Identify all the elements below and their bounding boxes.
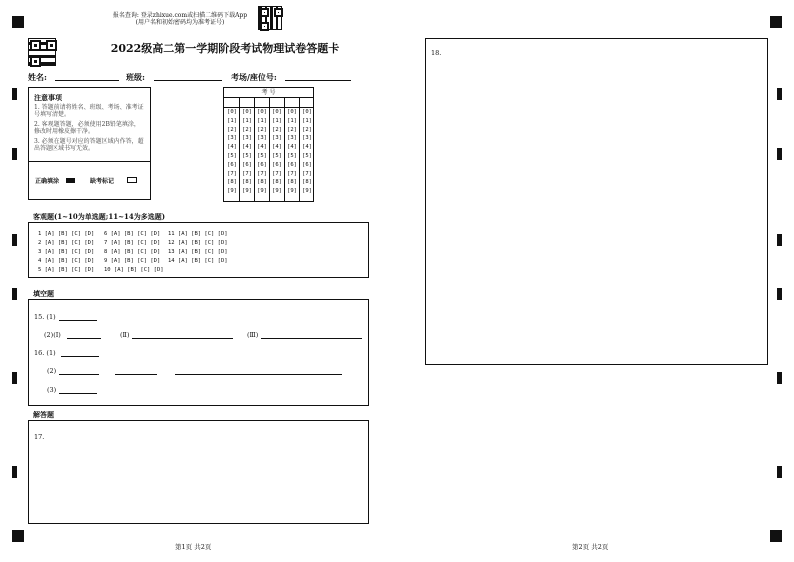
exam-number-digit-bubble[interactable]: [5] [287, 152, 297, 159]
exam-number-digit-bubble[interactable]: [6] [257, 161, 267, 168]
timing-mark [777, 288, 782, 300]
class-label: 班级: [126, 72, 145, 82]
q16-part3-blank[interactable] [59, 393, 97, 394]
q16-part3-label: (3) [47, 386, 57, 394]
exam-number-digit-bubble[interactable]: [3] [272, 135, 282, 142]
exam-number-column[interactable] [285, 108, 299, 196]
exam-number-digit-bubble[interactable]: [3] [287, 135, 297, 142]
notice-item-1: 1. 答题前请将姓名、班级、考场、准考证号填写清楚。 [34, 104, 144, 118]
exam-number-digit-bubble[interactable]: [7] [272, 170, 282, 177]
grid-divider [239, 98, 240, 201]
name-label: 姓名: [28, 72, 47, 82]
exam-number-digit-bubble[interactable]: [4] [272, 144, 282, 151]
registration-notice [110, 12, 250, 26]
timing-mark [12, 148, 17, 160]
exam-number-header: 考 号 [224, 88, 313, 98]
exam-number-digit-bubble[interactable]: [9] [272, 188, 282, 195]
exam-number-digit-bubble[interactable]: [9] [287, 188, 297, 195]
exam-number-digit-bubble[interactable]: [6] [302, 161, 312, 168]
exam-number-digit-bubble[interactable]: [3] [302, 135, 312, 142]
choice-question-row[interactable]: 11 [A] [B] [C] [D] [168, 231, 228, 237]
choice-question-row[interactable]: 14 [A] [B] [C] [D] [168, 258, 228, 264]
q15-part2-ii-label: (Ⅱ) [120, 331, 130, 339]
exam-number-digit-bubble[interactable]: [5] [227, 152, 237, 159]
exam-number-grid [223, 87, 314, 202]
timing-mark [777, 88, 782, 100]
q15-part1-label: 15. (1) [34, 313, 56, 321]
correct-fill-label: 正确填涂 [35, 178, 60, 185]
exam-number-digit-bubble[interactable]: [7] [227, 170, 237, 177]
exam-number-column[interactable] [300, 108, 314, 196]
grid-divider [284, 98, 285, 201]
exam-number-digit-bubble[interactable]: [1] [302, 117, 312, 124]
exam-number-digit-bubble[interactable]: [9] [302, 188, 312, 195]
q17-label: 17. [34, 433, 45, 441]
page-footer-left: 第1页 共2页 [175, 543, 212, 551]
q15-part1-blank[interactable] [59, 320, 97, 321]
exam-number-digit-bubble[interactable]: [1] [257, 117, 267, 124]
q16-part1-label: 16. (1) [34, 349, 56, 357]
exam-number-digit-bubble[interactable]: [0] [227, 109, 237, 115]
q16-part2-blank-a[interactable] [59, 374, 99, 375]
notice-heading: 注意事项 [34, 93, 62, 102]
exam-number-digit-bubble[interactable]: [1] [287, 117, 297, 124]
exam-number-digit-bubble[interactable]: [7] [287, 170, 297, 177]
exam-number-digit-bubble[interactable]: [6] [227, 161, 237, 168]
qr-code-image [258, 6, 282, 30]
exam-number-column[interactable] [225, 108, 239, 196]
q15-part2-iii-label: (Ⅲ) [247, 331, 259, 339]
registration-mark-top-left [12, 16, 24, 28]
exam-number-digit-bubble[interactable]: [0] [242, 109, 252, 115]
absent-mark-label: 缺考标记 [90, 178, 115, 185]
exam-number-digit-bubble[interactable]: [8] [227, 179, 237, 186]
choice-question-row[interactable]: 13 [A] [B] [C] [D] [168, 249, 228, 255]
choice-question-row[interactable]: 12 [A] [B] [C] [D] [168, 240, 228, 246]
registration-mark-bottom-right [770, 530, 782, 542]
objective-section-title: 客观题(1~10为单选题;11~14为多选题) [33, 212, 166, 221]
exam-number-digit-bubble[interactable]: [3] [227, 135, 237, 142]
exam-number-column[interactable] [255, 108, 269, 196]
choice-question-row[interactable]: 8 [A] [B] [C] [D] [104, 249, 161, 255]
registration-mark-top-right [770, 16, 782, 28]
choice-question-row[interactable]: 5 [A] [B] [C] [D] [38, 267, 95, 273]
grid-divider [299, 98, 300, 201]
timing-mark [12, 88, 17, 100]
objective-answer-box [28, 222, 369, 278]
q18-answer-box[interactable] [425, 38, 768, 365]
exam-number-column[interactable] [270, 108, 284, 196]
exam-number-digit-bubble[interactable]: [5] [242, 152, 252, 159]
exam-number-digit-bubble[interactable]: [2] [257, 126, 267, 133]
exam-number-digit-bubble[interactable]: [8] [242, 179, 252, 186]
exam-number-digit-bubble[interactable]: [4] [227, 144, 237, 151]
exam-number-digit-bubble[interactable]: [9] [227, 188, 237, 195]
exam-number-digit-bubble[interactable]: [2] [287, 126, 297, 133]
timing-mark [777, 372, 782, 384]
class-field[interactable] [154, 80, 222, 81]
q18-label: 18. [431, 49, 442, 57]
q15-part2-iii-blank[interactable] [261, 338, 362, 339]
registration-mark-bottom-left [12, 530, 24, 542]
exam-number-digit-bubble[interactable]: [5] [272, 152, 282, 159]
q16-part2-blank-c[interactable] [175, 374, 342, 375]
exam-number-digit-bubble[interactable]: [1] [242, 117, 252, 124]
timing-mark [777, 234, 782, 246]
notice-item-3: 3. 必须在题号对应的答题区域内作答，超出答题区域书写无效。 [34, 138, 144, 152]
exam-number-digit-bubble[interactable]: [6] [287, 161, 297, 168]
exam-number-digit-bubble[interactable]: [2] [227, 126, 237, 133]
exam-number-digit-bubble[interactable]: [8] [272, 179, 282, 186]
choice-question-row[interactable]: 6 [A] [B] [C] [D] [104, 231, 161, 237]
exam-number-digit-bubble[interactable]: [7] [302, 170, 312, 177]
fill-in-section-title: 填空题 [33, 289, 54, 298]
exam-number-digit-bubble[interactable]: [7] [242, 170, 252, 177]
exam-number-digit-bubble[interactable]: [2] [272, 126, 282, 133]
q15-part2-ii-blank[interactable] [132, 338, 233, 339]
q17-answer-box[interactable] [28, 420, 369, 524]
room-seat-label: 考场/座位号: [231, 72, 277, 82]
exam-number-digit-bubble[interactable]: [7] [257, 170, 267, 177]
essay-section-title: 解答题 [33, 410, 54, 419]
page-title: 2022级高二第一学期阶段考试物理试卷答题卡 [110, 42, 340, 55]
notice-box [28, 87, 151, 200]
exam-number-digit-bubble[interactable]: [8] [257, 179, 267, 186]
exam-number-digit-bubble[interactable]: [0] [257, 109, 267, 115]
absent-mark-box[interactable] [127, 177, 137, 183]
q16-part2-label: (2) [47, 367, 57, 375]
exam-number-digit-bubble[interactable]: [4] [287, 144, 297, 151]
grid-divider [269, 98, 270, 201]
exam-number-digit-bubble[interactable]: [1] [227, 117, 237, 124]
correct-fill-sample [66, 178, 75, 183]
name-field[interactable] [55, 80, 119, 81]
exam-number-digit-bubble[interactable]: [8] [302, 179, 312, 186]
timing-mark [12, 466, 17, 478]
choice-question-row[interactable]: 1 [A] [B] [C] [D] [38, 231, 95, 237]
exam-number-digit-bubble[interactable]: [2] [242, 126, 252, 133]
exam-number-digit-bubble[interactable]: [1] [272, 117, 282, 124]
exam-number-digit-bubble[interactable]: [4] [257, 144, 267, 151]
choice-question-row[interactable]: 9 [A] [B] [C] [D] [104, 258, 161, 264]
exam-number-digit-bubble[interactable]: [0] [302, 109, 312, 115]
timing-mark [777, 148, 782, 160]
exam-number-digit-bubble[interactable]: [5] [302, 152, 312, 159]
timing-mark [12, 288, 17, 300]
notice-divider [29, 161, 150, 162]
grid-divider [254, 98, 255, 201]
page-footer-right: 第2页 共2页 [572, 543, 609, 551]
timing-mark [12, 372, 17, 384]
choice-question-row[interactable]: 2 [A] [B] [C] [D] [38, 240, 95, 246]
student-qr-code [28, 38, 56, 66]
exam-number-digit-bubble[interactable]: [8] [287, 179, 297, 186]
choice-question-row[interactable]: 4 [A] [B] [C] [D] [38, 258, 95, 264]
choice-question-row[interactable]: 7 [A] [B] [C] [D] [104, 240, 161, 246]
exam-number-digit-bubble[interactable]: [9] [257, 188, 267, 195]
q15-part2-i-label: (2)(Ⅰ) [44, 331, 61, 339]
exam-number-digit-bubble[interactable]: [4] [242, 144, 252, 151]
exam-number-digit-bubble[interactable]: [6] [242, 161, 252, 168]
exam-number-digit-bubble[interactable]: [0] [272, 109, 282, 115]
q16-part1-blank[interactable] [61, 356, 99, 357]
choice-question-row[interactable]: 10 [A] [B] [C] [D] [104, 267, 164, 273]
exam-number-digit-bubble[interactable]: [2] [302, 126, 312, 133]
choice-question-row[interactable]: 3 [A] [B] [C] [D] [38, 249, 95, 255]
exam-number-digit-bubble[interactable]: [5] [257, 152, 267, 159]
exam-number-column[interactable] [240, 108, 254, 196]
notice-item-2: 2. 客观题答题，必须使用2B铅笔填涂，修改时用橡皮擦干净。 [34, 121, 140, 135]
q16-part2-blank-b[interactable] [115, 374, 157, 375]
room-seat-field[interactable] [285, 80, 351, 81]
timing-mark [777, 466, 782, 478]
exam-number-digit-bubble[interactable]: [0] [287, 109, 297, 115]
exam-number-digit-bubble[interactable]: [9] [242, 188, 252, 195]
fill-in-answer-box [28, 299, 369, 406]
q15-part2-i-blank[interactable] [67, 338, 101, 339]
notice-line-1: 报名查询: 登录zhixue.com或扫描二维码下载App [112, 12, 248, 19]
exam-number-digit-bubble[interactable]: [3] [257, 135, 267, 142]
notice-line-2: (用户名和初始密码均为准考证号) [135, 19, 225, 26]
timing-mark [12, 234, 17, 246]
exam-number-digit-bubble[interactable]: [3] [242, 135, 252, 142]
exam-number-digit-bubble[interactable]: [6] [272, 161, 282, 168]
exam-number-digit-bubble[interactable]: [4] [302, 144, 312, 151]
